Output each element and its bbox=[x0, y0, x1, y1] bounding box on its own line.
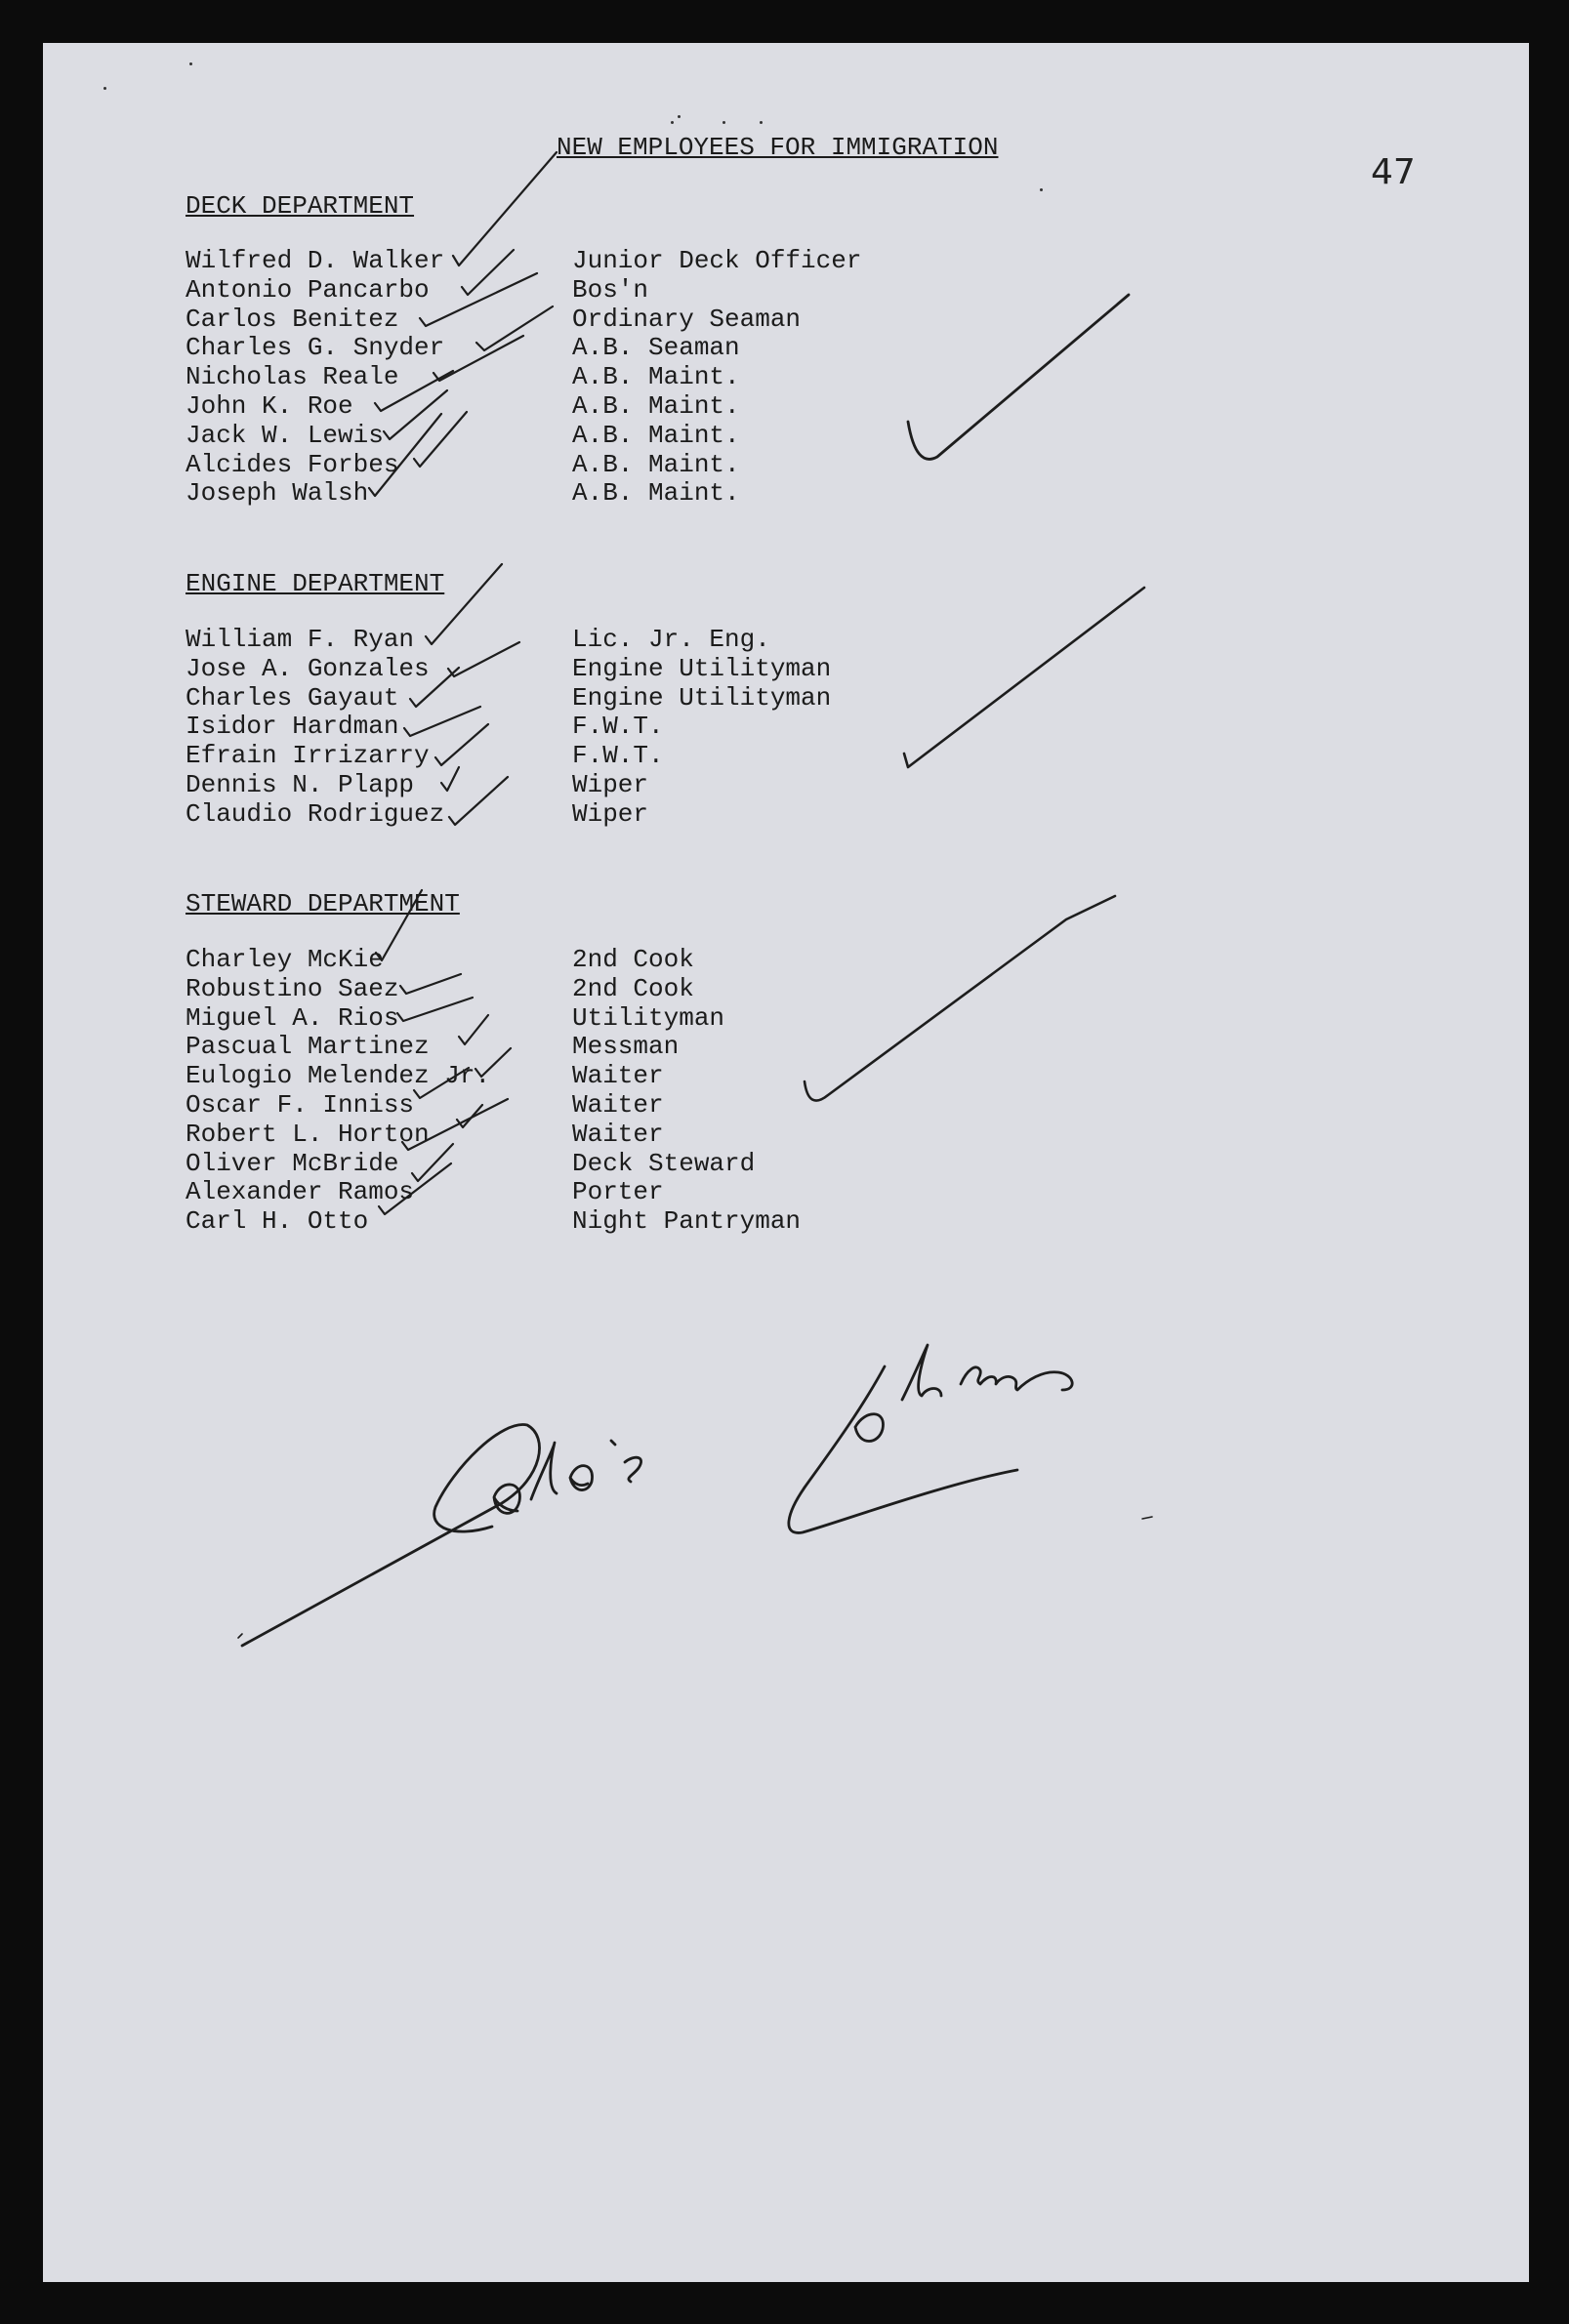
department-heading: STEWARD DEPARTMENT bbox=[186, 889, 460, 918]
employee-name: Carlos Benitez bbox=[186, 304, 399, 334]
employee-role: A.B. Maint. bbox=[572, 449, 740, 479]
employee-role: Engine Utilityman bbox=[572, 682, 832, 713]
employee-role: Ordinary Seaman bbox=[572, 304, 802, 334]
department-heading: DECK DEPARTMENT bbox=[186, 191, 415, 221]
role-column bbox=[572, 247, 861, 509]
employee-role: Waiter bbox=[572, 1119, 664, 1149]
employee-name: Charles G. Snyder bbox=[186, 333, 445, 363]
employee-name: Charles Gayaut bbox=[186, 682, 399, 713]
name-column bbox=[186, 626, 444, 830]
signature bbox=[238, 1345, 1152, 1646]
name-column bbox=[186, 946, 490, 1237]
employee-role: 2nd Cook bbox=[572, 973, 694, 1003]
employee-role: Wiper bbox=[572, 769, 649, 799]
document-title: NEW EMPLOYEES FOR IMMIGRATION bbox=[557, 133, 999, 162]
employee-role: A.B. Maint. bbox=[572, 420, 740, 450]
employee-role: Lic. Jr. Eng. bbox=[572, 625, 770, 654]
employee-name: Efrain Irrizarry bbox=[186, 741, 430, 771]
employee-name: Wilfred D. Walker bbox=[186, 246, 445, 275]
employee-role: Bos'n bbox=[572, 274, 649, 305]
employee-name: William F. Ryan bbox=[186, 625, 415, 654]
employee-name: Antonio Pancarbo bbox=[186, 274, 430, 305]
employee-role: A.B. Maint. bbox=[572, 478, 740, 509]
role-column bbox=[572, 946, 801, 1237]
employee-role: Utilityman bbox=[572, 1002, 725, 1033]
employee-name: Claudio Rodriguez bbox=[186, 798, 445, 829]
employee-name: Charley McKie bbox=[186, 945, 384, 974]
employee-role: A.B. Maint. bbox=[572, 362, 740, 392]
employee-name: Carl H. Otto bbox=[186, 1206, 369, 1237]
employee-name: Jack W. Lewis bbox=[186, 420, 384, 450]
employee-role: Engine Utilityman bbox=[572, 653, 832, 683]
employee-role: Messman bbox=[572, 1032, 680, 1062]
employee-name: Dennis N. Plapp bbox=[186, 769, 415, 799]
employee-role: Deck Steward bbox=[572, 1148, 756, 1178]
employee-name: Alexander Ramos bbox=[186, 1177, 415, 1207]
employee-name: Robustino Saez bbox=[186, 973, 399, 1003]
employee-name: Joseph Walsh bbox=[186, 478, 369, 509]
employee-name: Eulogio Melendez Jr. bbox=[186, 1061, 491, 1091]
employee-name: Alcides Forbes bbox=[186, 449, 399, 479]
employee-name: Oliver McBride bbox=[186, 1148, 399, 1178]
employee-name: Isidor Hardman bbox=[186, 712, 399, 742]
employee-role: Porter bbox=[572, 1177, 664, 1207]
employee-role: F.W.T. bbox=[572, 741, 664, 771]
employee-name: Jose A. Gonzales bbox=[186, 653, 430, 683]
name-column bbox=[186, 247, 444, 509]
employee-name: Pascual Martinez bbox=[186, 1032, 430, 1062]
employee-role: 2nd Cook bbox=[572, 945, 694, 974]
role-column bbox=[572, 626, 831, 830]
employee-role: Wiper bbox=[572, 798, 649, 829]
employee-role: Night Pantryman bbox=[572, 1206, 802, 1237]
document-page bbox=[43, 43, 1529, 2282]
employee-role: F.W.T. bbox=[572, 712, 664, 742]
employee-role: A.B. Maint. bbox=[572, 390, 740, 421]
employee-name: Robert L. Horton bbox=[186, 1119, 430, 1149]
page-number: 47 bbox=[1371, 152, 1416, 192]
employee-name: Nicholas Reale bbox=[186, 362, 399, 392]
employee-role: Junior Deck Officer bbox=[572, 246, 862, 275]
employee-name: Miguel A. Rios bbox=[186, 1002, 399, 1033]
employee-role: A.B. Seaman bbox=[572, 333, 740, 363]
employee-name: Oscar F. Inniss bbox=[186, 1089, 415, 1120]
employee-role: Waiter bbox=[572, 1061, 664, 1091]
employee-name: John K. Roe bbox=[186, 390, 353, 421]
department-heading: ENGINE DEPARTMENT bbox=[186, 569, 445, 598]
employee-role: Waiter bbox=[572, 1089, 664, 1120]
